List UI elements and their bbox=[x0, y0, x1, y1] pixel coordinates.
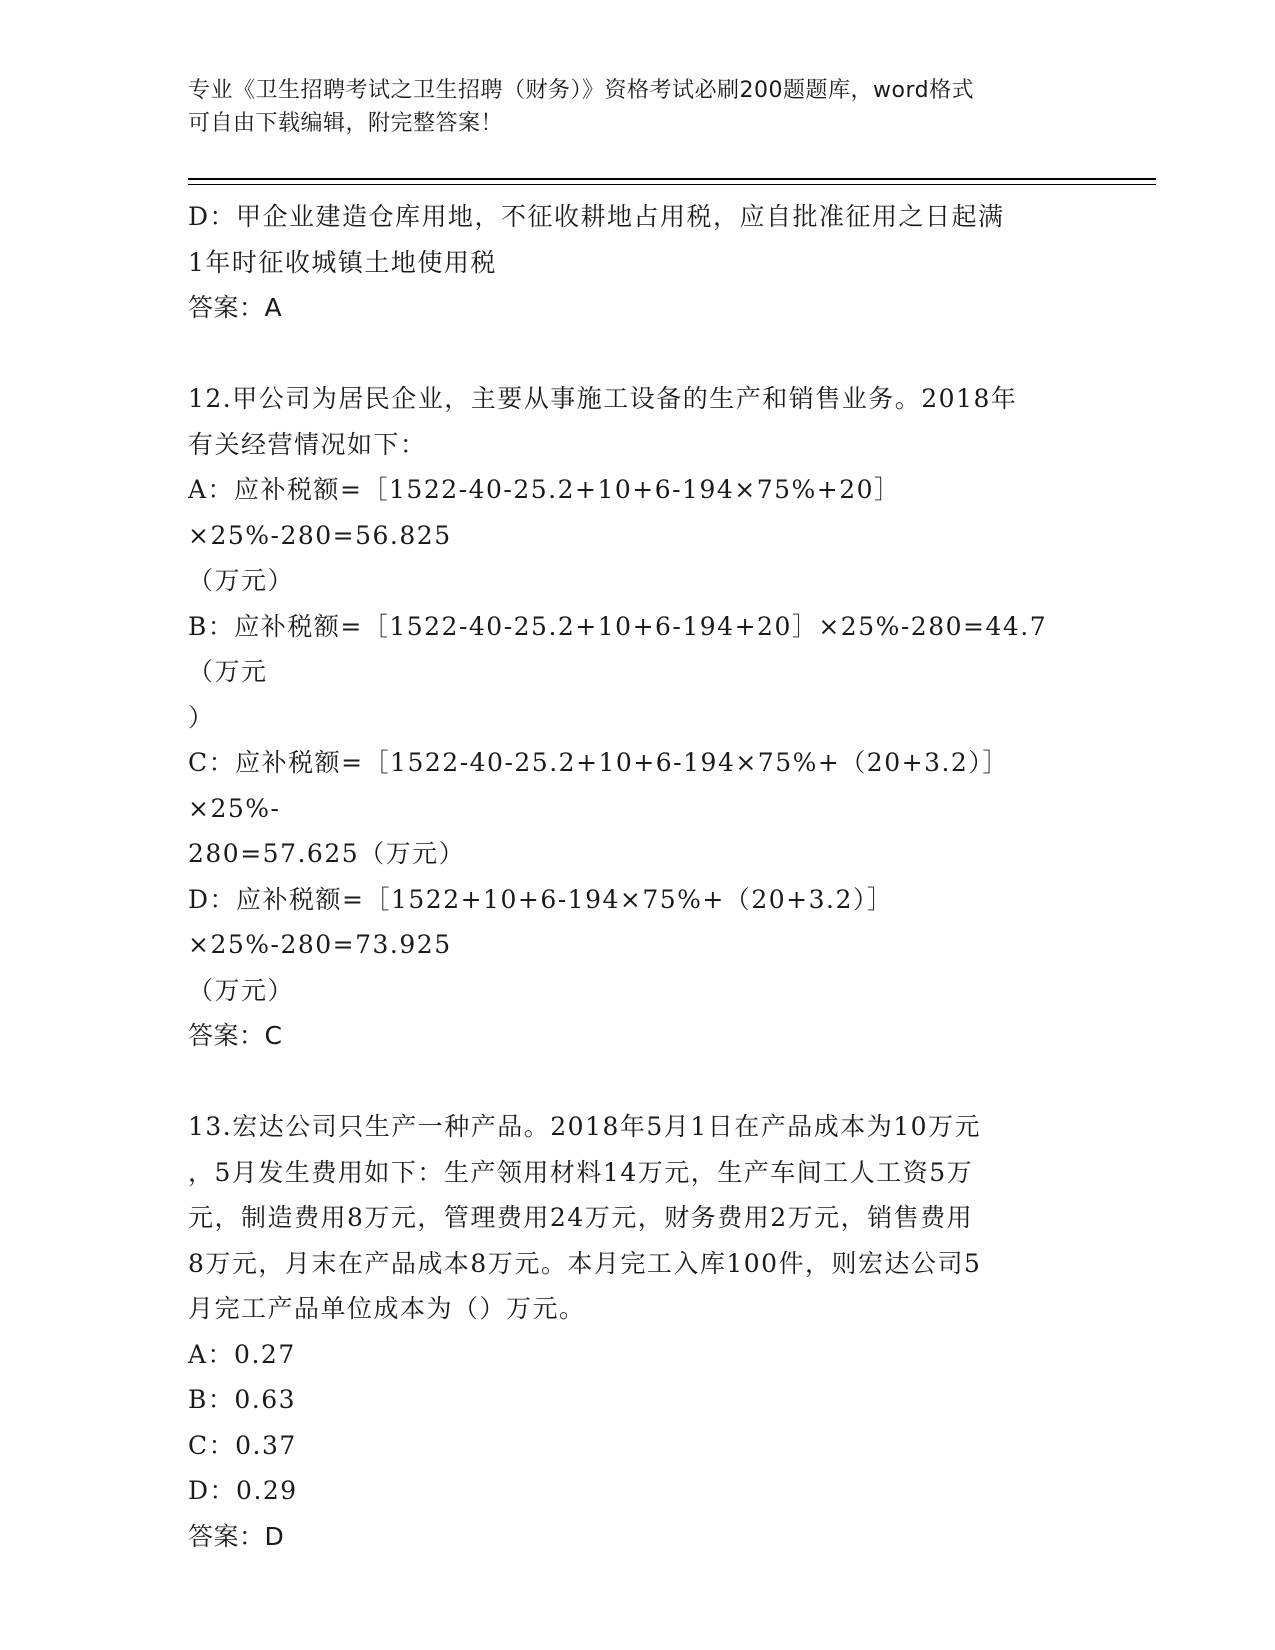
q13-stem-line-5: 月完工产品单位成本为（）万元。 bbox=[188, 1294, 586, 1323]
question-11-tail bbox=[188, 194, 1088, 331]
q12-answer: 答案：C bbox=[188, 1021, 283, 1050]
q13-stem-line-4: 8万元，月末在产品成本8万元。本月完工入库100件，则宏达公司5 bbox=[188, 1248, 982, 1278]
q13-answer: 答案：D bbox=[188, 1521, 285, 1551]
q12-stem-line-1: 12.甲公司为居民企业，主要从事施工设备的生产和销售业务。2018年 bbox=[188, 384, 1018, 413]
q13-stem-line-2: ，5月发生费用如下：生产领用材料14万元，生产车间工人工资5万 bbox=[188, 1157, 974, 1187]
spacer bbox=[188, 1059, 1088, 1105]
header-title-line-2: 可自由下载编辑，附完整答案！ bbox=[188, 111, 504, 136]
q13-stem-line-3: 元，制造费用8万元，管理费用24万元，财务费用2万元，销售费用 bbox=[188, 1203, 974, 1232]
question-13 bbox=[188, 1104, 1088, 1559]
q13-stem-line-1: 13.宏达公司只生产一种产品。2018年5月1日在产品成本为10万元 bbox=[188, 1112, 982, 1141]
document-header bbox=[188, 74, 1088, 140]
q12-option-c-line-2: 280=57.625（万元） bbox=[188, 839, 466, 868]
q12-option-a-line-2: （万元） bbox=[188, 566, 295, 595]
q13-option-a: A：0.27 bbox=[188, 1339, 296, 1369]
q13-option-c: C：0.37 bbox=[188, 1430, 297, 1460]
q13-option-d: D：0.29 bbox=[188, 1476, 298, 1505]
question-12 bbox=[188, 376, 1088, 1059]
q11-option-d-line-2: 1年时征收城镇土地使用税 bbox=[188, 247, 497, 277]
q12-option-a-line-1: A：应补税额=［1522-40-25.2+10+6-194×75%+20］×25%-280=56.825 bbox=[188, 475, 901, 550]
q12-option-b-line-2: ） bbox=[188, 702, 215, 732]
header-title-line-1: 专业《卫生招聘考试之卫生招聘（财务）》资格考试必刷200题题库，word格式 bbox=[188, 78, 975, 103]
q11-answer: 答案：A bbox=[188, 293, 283, 322]
q12-option-d-line-1: D：应补税额=［1522+10+6-194×75%+（20+3.2）］×25%-280=73.925 bbox=[188, 884, 894, 959]
q12-option-d-line-2: （万元） bbox=[188, 975, 295, 1005]
q12-option-c-line-1: C：应补税额=［1522-40-25.2+10+6-194×75%+（20+3.2）］×25%- bbox=[188, 748, 1009, 823]
q12-option-b-line-1: B：应补税额=［1522-40-25.2+10+6-194+20］×25%-280=44.7（万元 bbox=[188, 611, 1048, 686]
header-rule-thin bbox=[188, 184, 1156, 185]
q12-stem-line-2: 有关经营情况如下： bbox=[188, 429, 427, 459]
q11-option-d-line-1: D：甲企业建造仓库用地，不征收耕地占用税，应自批准征用之日起满 bbox=[188, 202, 1005, 231]
spacer bbox=[188, 331, 1088, 377]
q13-option-b: B：0.63 bbox=[188, 1385, 297, 1414]
document-body bbox=[188, 194, 1088, 1559]
header-rule-thick bbox=[188, 178, 1156, 180]
